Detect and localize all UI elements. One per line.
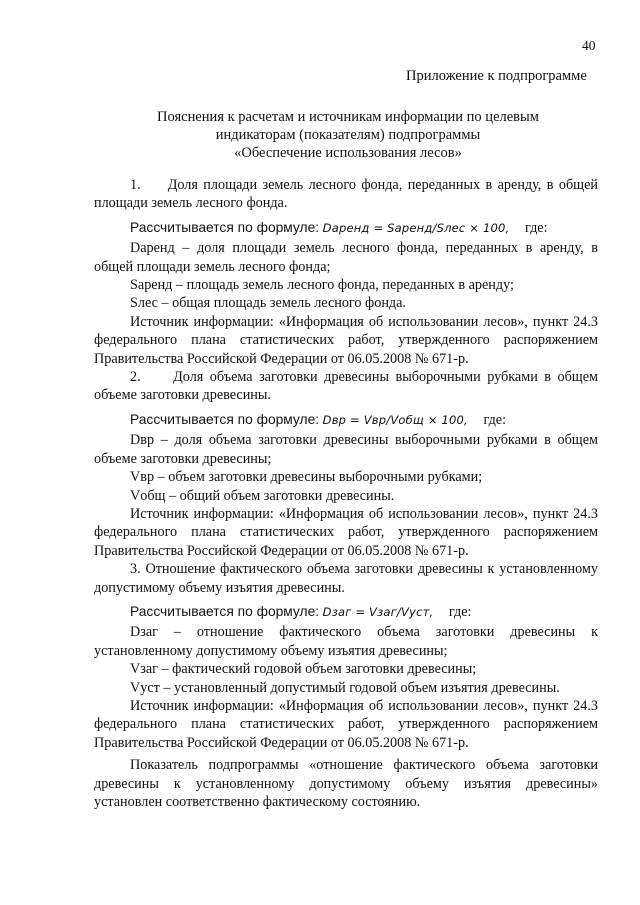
section-3-formula-line <box>94 603 598 621</box>
appendix-label: Приложение к подпрограмме <box>406 68 587 84</box>
title-line-1: Пояснения к расчетам и источникам информации по целевым <box>157 109 539 125</box>
formula-expression: Dвр = Vвр/Vобщ × 100, <box>322 412 468 427</box>
formula-expression: Dзаг = Vзаг/Vуст, <box>322 604 434 619</box>
section-1-heading: 1. Доля площади земель лесного фонда, переданных в аренду, в общей площади земель лесного фонда. <box>94 177 602 212</box>
source-paragraph: Источник информации: «Информация об использовании лесов», пункт 24.3 федерального плана статистических работ, утвержденного распоряжением Правительства Российской Федерации от 06.05.2008 № 671-р. <box>94 697 598 751</box>
source-paragraph: Источник информации: «Информация об использовании лесов», пункт 24.3 федерального плана статистических работ, утвержденного распоряжением Правительства Российской Федерации от 06.05.2008 № 671-р. <box>94 505 598 559</box>
definition: Dвр – доля объема заготовки древесины выборочными рубками в общем объеме заготовки древесины; <box>94 432 598 467</box>
document-body <box>94 176 602 811</box>
section-3-heading: 3. Отношение фактического объема заготовки древесины к установленному допустимому объему изъятия древесины. <box>94 561 598 596</box>
definition: Vвр – объем заготовки древесины выборочными рубками; <box>130 469 483 486</box>
formula-where: где: <box>483 411 507 428</box>
title-line-3: «Обеспечение использования лесов» <box>234 145 462 161</box>
title-line-2: индикаторам (показателям) подпрограммы <box>215 127 481 143</box>
formula-label: Рассчитывается по формуле: <box>130 411 320 427</box>
definition: Dаренд – доля площади земель лесного фонда, переданных в аренду, в общей площади земель лесного фонда; <box>94 240 598 275</box>
section-2-heading: 2. Доля объема заготовки древесины выборочными рубками в общем объеме заготовки древесины. <box>94 369 602 404</box>
section-2-formula-line <box>94 411 598 429</box>
source-paragraph: Источник информации: «Информация об использовании лесов», пункт 24.3 федерального плана статистических работ, утвержденного распоряжением Правительства Российской Федерации от 06.05.2008 № 671-р. <box>94 313 598 367</box>
definition: Dзаг – отношение фактического объема заготовки древесины к установленному допустимому объему изъятия древесины; <box>94 624 598 659</box>
formula-where: где: <box>448 603 472 620</box>
definition: Sаренд – площадь земель лесного фонда, переданных в аренду; <box>130 277 514 294</box>
definition: Sлес – общая площадь земель лесного фонда. <box>130 295 406 312</box>
document-title <box>96 108 600 162</box>
closing-paragraph: Показатель подпрограммы «отношение фактического объема заготовки древесины к установленному допустимому объему изъятия древесины» установлен соответственно фактическому состоянию. <box>94 757 598 810</box>
definition: Vуст – установленный допустимый годовой объем изъятия древесины. <box>130 679 560 696</box>
definition: Vобщ – общий объем заготовки древесины. <box>130 487 395 504</box>
formula-label: Рассчитывается по формуле: <box>130 219 320 235</box>
formula-expression: Dаренд = Sаренд/Sлес × 100, <box>322 220 510 235</box>
definition: Vзаг – фактический годовой объем заготовки древесины; <box>130 661 477 678</box>
page-number: 40 <box>582 38 596 53</box>
formula-where: где: <box>524 219 548 236</box>
formula-label: Рассчитывается по формуле: <box>130 603 320 619</box>
section-1-formula-line <box>94 219 598 237</box>
